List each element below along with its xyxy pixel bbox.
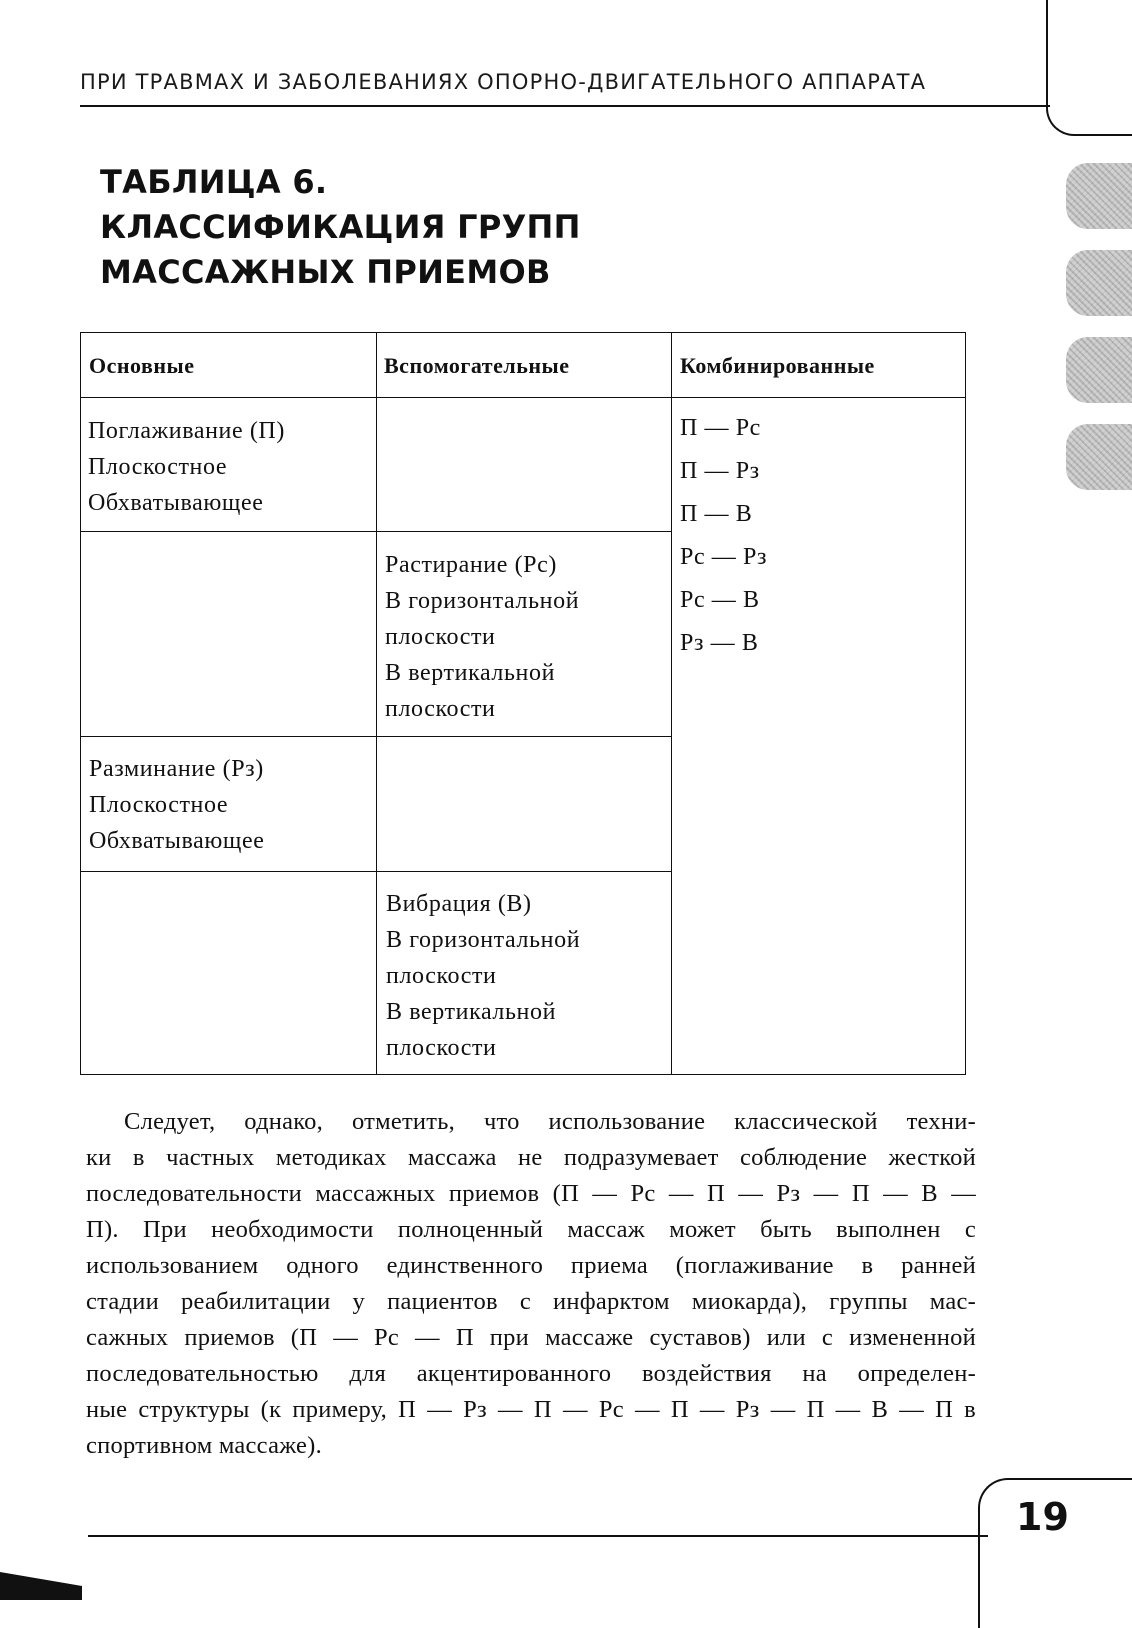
cell-line: В вертикальной <box>386 999 557 1025</box>
table-title-line: МАССАЖНЫХ ПРИЕМОВ <box>100 253 551 291</box>
paragraph-line: использованием одного единственного приема (поглаживание в ранней <box>86 1252 976 1279</box>
cell-vibration <box>386 886 580 1066</box>
footer-rule <box>88 1535 988 1537</box>
cell-line: Обхватывающее <box>88 490 264 516</box>
table-title <box>100 160 800 295</box>
cell-line: Разминание (Рз) <box>89 756 264 782</box>
table-column-divider <box>671 333 672 1074</box>
cell-combinations <box>680 407 767 665</box>
thumb-index-tab <box>1066 424 1132 490</box>
corner-wedge-decoration <box>0 1572 82 1600</box>
cell-line: Обхватывающее <box>89 828 265 854</box>
paragraph-line: сажных приемов (П — Рс — П при массаже суставов) или с измененной <box>86 1324 976 1351</box>
paragraph-line: спортивном массаже). <box>86 1432 322 1459</box>
table-row-divider <box>81 531 671 532</box>
combination-item: П — Рс <box>680 415 761 441</box>
cell-line: В вертикальной <box>385 660 556 686</box>
paragraph-line: Следует, однако, отметить, что использование классической техни- <box>124 1108 976 1135</box>
column-header-basic: Основные <box>89 353 195 378</box>
table-header-divider <box>81 397 965 398</box>
cell-line: плоскости <box>386 963 497 989</box>
table-title-line: КЛАССИФИКАЦИЯ ГРУПП <box>100 208 581 246</box>
cell-stroking <box>88 413 285 521</box>
header-rule <box>80 105 1050 107</box>
thumb-index-tab <box>1066 337 1132 403</box>
paragraph-line: П). При необходимости полноценный массаж может быть выполнен с <box>86 1216 976 1243</box>
thumb-index-tab <box>1066 163 1132 229</box>
paragraph-line: ные структуры (к примеру, П — Рз — П — Рс — П — Рз — П — В — П в <box>86 1396 976 1423</box>
column-header-auxiliary: Вспомогательные <box>384 353 570 378</box>
cell-line: Вибрация (В) <box>386 891 532 917</box>
cell-line: Плоскостное <box>89 792 229 818</box>
body-paragraph <box>86 1104 976 1464</box>
paragraph-line: стадии реабилитации у пациентов с инфарктом миокарда), группы мас- <box>86 1288 976 1315</box>
table-row-divider <box>81 736 671 737</box>
combination-item: Рз — В <box>680 630 759 656</box>
table-row-divider <box>81 871 671 872</box>
page-number: 19 <box>1016 1495 1069 1539</box>
cell-line: плоскости <box>385 696 496 722</box>
combination-item: П — В <box>680 501 753 527</box>
paragraph-line: последовательности массажных приемов (П — Рс — П — Рз — П — В — <box>86 1180 976 1207</box>
combination-item: Рс — В <box>680 587 760 613</box>
cell-rubbing <box>385 547 579 727</box>
classification-table <box>80 332 966 1075</box>
table-title-line: ТАБЛИЦА 6. <box>100 163 328 201</box>
combination-item: П — Рз <box>680 458 760 484</box>
cell-line: плоскости <box>385 624 496 650</box>
table-column-divider <box>376 333 377 1074</box>
cell-line: Поглаживание (П) <box>88 418 285 444</box>
cell-line: Плоскостное <box>88 454 228 480</box>
paragraph-line: ки в частных методиках массажа не подразумевает соблюдение жесткой <box>86 1144 976 1171</box>
cell-kneading <box>89 751 264 859</box>
running-header: ПРИ ТРАВМАХ И ЗАБОЛЕВАНИЯХ ОПОРНО-ДВИГАТЕЛЬНОГО АППАРАТА <box>80 70 927 94</box>
cell-line: Растирание (Рс) <box>385 552 557 578</box>
column-header-combined: Комбинированные <box>680 353 875 378</box>
paragraph-line: последовательностью для акцентированного воздействия на определен- <box>86 1360 976 1387</box>
header-tab-frame <box>1046 0 1132 136</box>
cell-line: В горизонтальной <box>385 588 580 614</box>
combination-item: Рс — Рз <box>680 544 768 570</box>
cell-line: плоскости <box>386 1035 497 1061</box>
thumb-index-tab <box>1066 250 1132 316</box>
cell-line: В горизонтальной <box>386 927 581 953</box>
